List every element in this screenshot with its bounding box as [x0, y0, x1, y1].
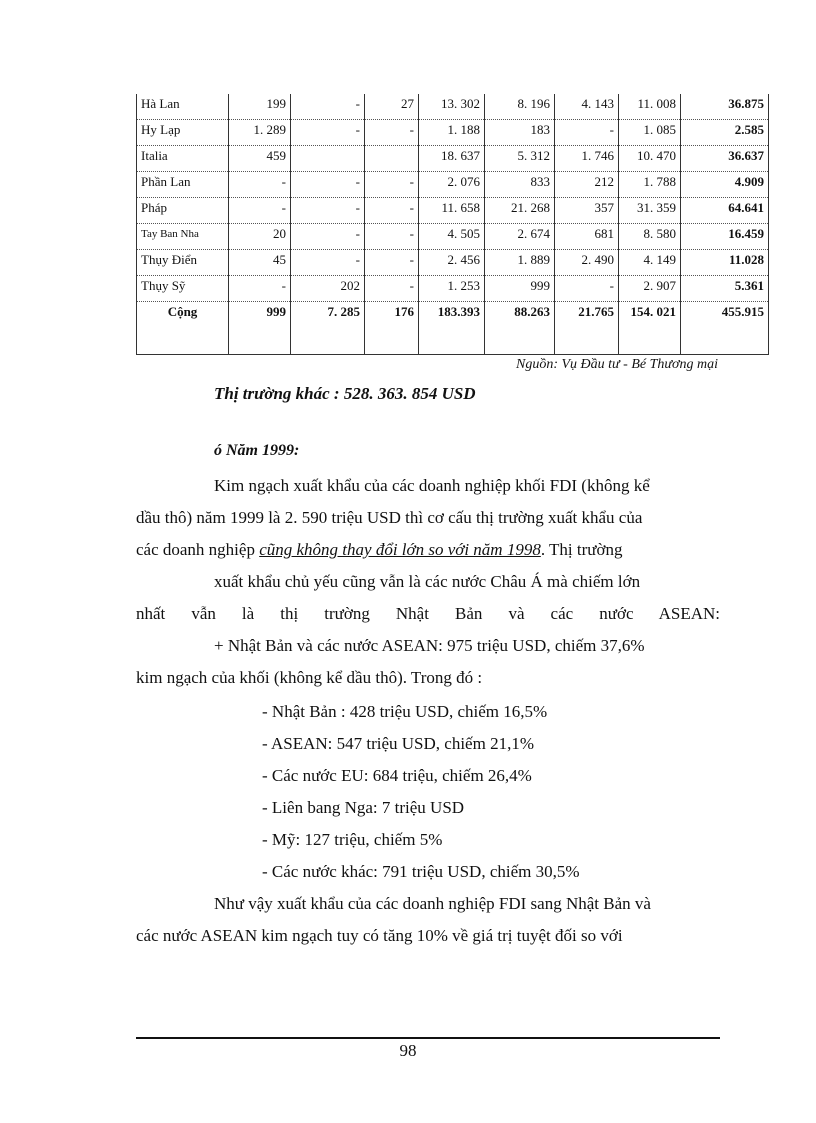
- value-cell: -: [365, 224, 419, 250]
- para-line: dầu thô) năm 1999 là 2. 590 triệu USD thì cơ cấu thị trường xuất khẩu của: [136, 508, 643, 527]
- sum-value-cell: 183.393: [419, 302, 485, 355]
- value-cell: 1. 188: [419, 120, 485, 146]
- table-row: [137, 94, 769, 120]
- value-cell: -: [365, 172, 419, 198]
- footer-divider: [136, 1037, 720, 1039]
- value-cell: 18. 637: [419, 146, 485, 172]
- value-cell: 20: [229, 224, 291, 250]
- para-line: kim ngạch của khối (không kể dầu thô). Trong đó :: [136, 668, 483, 687]
- value-cell: [365, 146, 419, 172]
- table-row: [137, 172, 769, 198]
- country-cell: Hy Lạp: [137, 120, 229, 146]
- list-item: - Liên bang Nga: 7 triệu USD: [262, 798, 465, 817]
- table-row: [137, 250, 769, 276]
- total-cell: 36.637: [681, 146, 769, 172]
- total-cell: 64.641: [681, 198, 769, 224]
- para-line: Như vậy xuất khẩu của các doanh nghiệp FDI sang Nhật Bản và: [214, 894, 651, 913]
- value-cell: 13. 302: [419, 94, 485, 120]
- sum-value-cell: 176: [365, 302, 419, 355]
- value-cell: 2. 907: [619, 276, 681, 302]
- value-cell: 1. 889: [485, 250, 555, 276]
- value-cell: 1. 788: [619, 172, 681, 198]
- paragraph-1999: [136, 470, 720, 694]
- sum-value-cell: 154. 021: [619, 302, 681, 355]
- para-line: các nước ASEAN kim ngạch tuy có tăng 10% về giá trị tuyệt đối so với: [136, 926, 623, 945]
- value-cell: -: [291, 250, 365, 276]
- value-cell: 2. 490: [555, 250, 619, 276]
- value-cell: 1. 085: [619, 120, 681, 146]
- value-cell: 199: [229, 94, 291, 120]
- source-note: Nguồn: Vụ Đầu tư - Bé Thương mại: [515, 357, 718, 372]
- value-cell: 999: [485, 276, 555, 302]
- value-cell: 1. 253: [419, 276, 485, 302]
- value-cell: -: [365, 250, 419, 276]
- value-cell: -: [229, 198, 291, 224]
- value-cell: 357: [555, 198, 619, 224]
- total-cell: 16.459: [681, 224, 769, 250]
- value-cell: 1. 746: [555, 146, 619, 172]
- table-row: [137, 198, 769, 224]
- value-cell: 202: [291, 276, 365, 302]
- value-cell: -: [555, 120, 619, 146]
- list-item: - Các nước khác: 791 triệu USD, chiếm 30,5%: [262, 862, 580, 881]
- para-text: . Thị trường: [540, 540, 623, 559]
- country-cell: Tay Ban Nha: [137, 224, 229, 250]
- export-table: [136, 94, 769, 355]
- value-cell: 4. 505: [419, 224, 485, 250]
- sum-total-cell: 455.915: [681, 302, 769, 355]
- value-cell: 27: [365, 94, 419, 120]
- list-item: - Mỹ: 127 triệu, chiếm 5%: [262, 830, 443, 849]
- value-cell: 4. 149: [619, 250, 681, 276]
- underlined-phrase: cũng không thay đổi lớn so với năm 1998: [259, 540, 541, 559]
- total-cell: 11.028: [681, 250, 769, 276]
- value-cell: -: [291, 120, 365, 146]
- market-breakdown-list: [262, 696, 580, 888]
- value-cell: [291, 146, 365, 172]
- value-cell: -: [291, 224, 365, 250]
- para-text: các doanh nghiệp: [136, 540, 260, 559]
- value-cell: 2. 674: [485, 224, 555, 250]
- sum-value-cell: 21.765: [555, 302, 619, 355]
- value-cell: 45: [229, 250, 291, 276]
- paragraph-summary: [136, 888, 720, 952]
- value-cell: 5. 312: [485, 146, 555, 172]
- value-cell: 1. 289: [229, 120, 291, 146]
- list-item: - Các nước EU: 684 triệu, chiếm 26,4%: [262, 766, 532, 785]
- value-cell: -: [365, 276, 419, 302]
- value-cell: -: [365, 120, 419, 146]
- value-cell: -: [555, 276, 619, 302]
- year-heading: ó Năm 1999:: [214, 442, 300, 459]
- value-cell: -: [291, 94, 365, 120]
- value-cell: 8. 196: [485, 94, 555, 120]
- total-cell: 4.909: [681, 172, 769, 198]
- country-cell: Hà Lan: [137, 94, 229, 120]
- list-item: - Nhật Bản : 428 triệu USD, chiếm 16,5%: [262, 702, 548, 721]
- country-cell: Thụy Sỹ: [137, 276, 229, 302]
- table-body: [137, 94, 769, 355]
- value-cell: 4. 143: [555, 94, 619, 120]
- table-row: [137, 276, 769, 302]
- sum-value-cell: 999: [229, 302, 291, 355]
- value-cell: 212: [555, 172, 619, 198]
- total-cell: 36.875: [681, 94, 769, 120]
- list-item: - ASEAN: 547 triệu USD, chiếm 21,1%: [262, 734, 534, 753]
- sum-value-cell: 88.263: [485, 302, 555, 355]
- value-cell: 2. 076: [419, 172, 485, 198]
- table-row: [137, 224, 769, 250]
- page-number: 98: [399, 1041, 417, 1060]
- table-sum-row: [137, 302, 769, 355]
- country-cell: Phần Lan: [137, 172, 229, 198]
- value-cell: -: [229, 276, 291, 302]
- value-cell: 11. 658: [419, 198, 485, 224]
- table-row: [137, 120, 769, 146]
- value-cell: 8. 580: [619, 224, 681, 250]
- value-cell: 10. 470: [619, 146, 681, 172]
- value-cell: 31. 359: [619, 198, 681, 224]
- para-line: xuất khẩu chủ yếu cũng vẫn là các nước Châu Á mà chiếm lớn: [214, 572, 641, 591]
- other-markets-heading: Thị trường khác : 528. 363. 854 USD: [214, 384, 476, 403]
- para-line: [136, 534, 720, 566]
- value-cell: -: [229, 172, 291, 198]
- value-cell: 681: [555, 224, 619, 250]
- total-cell: 2.585: [681, 120, 769, 146]
- sum-label-cell: Cộng: [137, 302, 229, 355]
- table-row: [137, 146, 769, 172]
- total-cell: 5.361: [681, 276, 769, 302]
- value-cell: 21. 268: [485, 198, 555, 224]
- value-cell: 833: [485, 172, 555, 198]
- value-cell: -: [291, 172, 365, 198]
- value-cell: 11. 008: [619, 94, 681, 120]
- value-cell: -: [291, 198, 365, 224]
- value-cell: 2. 456: [419, 250, 485, 276]
- para-line: Kim ngạch xuất khẩu của các doanh nghiệp khối FDI (không kể: [214, 476, 650, 495]
- value-cell: 459: [229, 146, 291, 172]
- country-cell: Thụy Điển: [137, 250, 229, 276]
- para-line: + Nhật Bản và các nước ASEAN: 975 triệu USD, chiếm 37,6%: [214, 636, 645, 655]
- sum-value-cell: 7. 285: [291, 302, 365, 355]
- para-line: nhất vẫn là thị trường Nhật Bản và các nước ASEAN:: [136, 604, 720, 623]
- value-cell: 183: [485, 120, 555, 146]
- country-cell: Pháp: [137, 198, 229, 224]
- country-cell: Italia: [137, 146, 229, 172]
- value-cell: -: [365, 198, 419, 224]
